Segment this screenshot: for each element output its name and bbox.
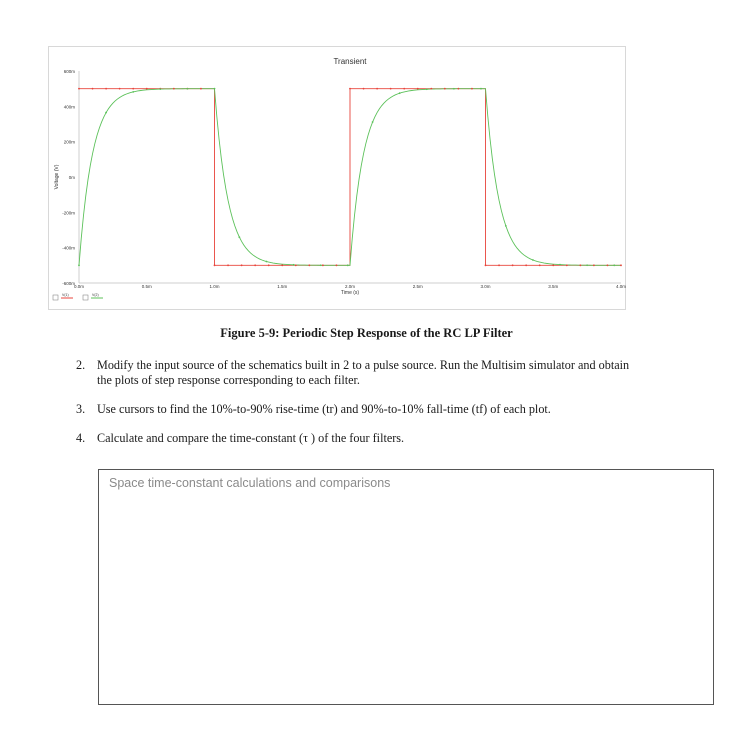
y-tick-label: -200m: [62, 210, 75, 216]
y-tick-label: 400m: [63, 104, 75, 110]
y-tick-label: -400m: [62, 245, 75, 251]
legend-checkbox-icon: [53, 295, 58, 300]
step-number: 3.: [76, 402, 86, 416]
step-text: Modify the input source of the schematics built in 2 to a pulse source. Run the Multisim simulator and obtain the plots of step response corresponding to each filter.: [97, 358, 630, 387]
series-marker-v1: [607, 264, 609, 266]
x-tick-label: 1.5m: [277, 284, 288, 289]
instruction-step-3: [76, 402, 636, 417]
transient-figure: [48, 46, 626, 310]
series-marker-v1: [92, 88, 94, 90]
step-text: Use cursors to find the 10%-to-90% rise-time (tr) and 90%-to-10% fall-time (tf) of each plot.: [97, 402, 551, 416]
series-marker-v1: [214, 264, 216, 266]
x-tick-label: 3.0m: [480, 284, 491, 289]
series-marker-v1: [132, 88, 134, 90]
series-marker-v2: [320, 264, 322, 266]
series-marker-v1: [146, 88, 148, 90]
series-marker-v1: [539, 264, 541, 266]
y-tick-label: 200m: [63, 139, 75, 145]
series-marker-v1: [281, 264, 283, 266]
series-marker-v1: [525, 264, 527, 266]
series-marker-v2: [238, 236, 240, 238]
series-marker-v1: [403, 88, 405, 90]
instruction-step-2: [76, 358, 636, 388]
legend-checkbox-icon: [83, 295, 88, 300]
series-marker-v1: [254, 264, 256, 266]
series-marker-v1: [485, 264, 487, 266]
y-tick-label: 0m: [68, 175, 75, 180]
x-tick-label: 2.5m: [412, 284, 423, 289]
x-tick-label: 0.0m: [73, 284, 85, 289]
series-marker-v1: [458, 88, 460, 90]
series-marker-v1: [566, 264, 568, 266]
series-marker-v1: [593, 264, 595, 266]
series-marker-v1: [119, 88, 121, 90]
series-marker-v1: [620, 264, 622, 266]
step-number: 4.: [76, 431, 86, 445]
series-marker-v1: [308, 264, 310, 266]
instruction-step-4: [76, 431, 636, 446]
series-marker-v1: [200, 88, 202, 90]
transient-chart: [49, 47, 625, 309]
series-marker-v1: [349, 88, 351, 90]
x-tick-label: 0.5m: [141, 284, 152, 289]
series-marker-v1: [241, 264, 243, 266]
answer-box[interactable]: [98, 469, 714, 705]
series-marker-v1: [363, 88, 365, 90]
instruction-list: [76, 358, 636, 460]
series-marker-v2: [78, 264, 80, 266]
legend-label: V(2): [92, 293, 99, 297]
figure-caption: Figure 5-9: Periodic Step Response of the RC LP Filter: [220, 326, 513, 340]
series-marker-v1: [105, 88, 107, 90]
series-marker-v2: [214, 88, 216, 90]
series-marker-v1: [471, 88, 473, 90]
series-marker-v1: [444, 88, 446, 90]
y-tick-label: -600m: [62, 281, 75, 286]
series-marker-v2: [613, 264, 615, 266]
chart-title: Transient: [333, 57, 367, 66]
legend-label: V(1): [62, 293, 69, 297]
series-marker-v2: [159, 88, 161, 90]
series-marker-v1: [322, 264, 324, 266]
series-marker-v2: [266, 261, 268, 263]
x-tick-label: 3.5m: [548, 284, 559, 289]
x-axis-label: Time (s): [340, 290, 360, 296]
y-axis-label: Voltage (V): [54, 164, 60, 190]
series-marker-v1: [498, 264, 500, 266]
series-marker-v2: [293, 264, 295, 266]
series-marker-v2: [132, 91, 134, 93]
series-marker-v2: [586, 264, 588, 266]
x-tick-label: 4.0m: [615, 284, 627, 289]
series-marker-v1: [268, 264, 270, 266]
series-marker-v1: [336, 264, 338, 266]
series-marker-v1: [376, 88, 378, 90]
answer-placeholder: Space time-constant calculations and comparisons: [109, 476, 391, 490]
series-marker-v2: [532, 259, 534, 261]
series-marker-v2: [505, 225, 507, 227]
x-tick-label: 2.0m: [344, 284, 356, 289]
series-marker-v1: [390, 88, 392, 90]
series-marker-v2: [399, 92, 401, 94]
series-marker-v1: [579, 264, 581, 266]
series-marker-v1: [295, 264, 297, 266]
series-marker-v2: [480, 88, 482, 90]
series-line-v1: [79, 89, 621, 266]
y-tick-label: 600m: [63, 69, 75, 74]
step-number: 2.: [76, 358, 86, 372]
series-marker-v1: [430, 88, 432, 90]
series-marker-v2: [187, 88, 189, 90]
series-marker-v1: [552, 264, 554, 266]
series-marker-v1: [227, 264, 229, 266]
series-marker-v2: [347, 264, 349, 266]
series-marker-v1: [173, 88, 175, 90]
series-marker-v2: [426, 88, 428, 90]
series-marker-v2: [105, 112, 107, 114]
step-text: Calculate and compare the time-constant (τ ) of the four filters.: [97, 431, 405, 445]
x-tick-label: 1.0m: [209, 284, 220, 289]
series-marker-v2: [453, 88, 455, 90]
series-marker-v1: [78, 88, 80, 90]
series-marker-v2: [372, 121, 374, 123]
series-marker-v2: [559, 264, 561, 266]
series-marker-v1: [417, 88, 419, 90]
series-marker-v1: [512, 264, 514, 266]
